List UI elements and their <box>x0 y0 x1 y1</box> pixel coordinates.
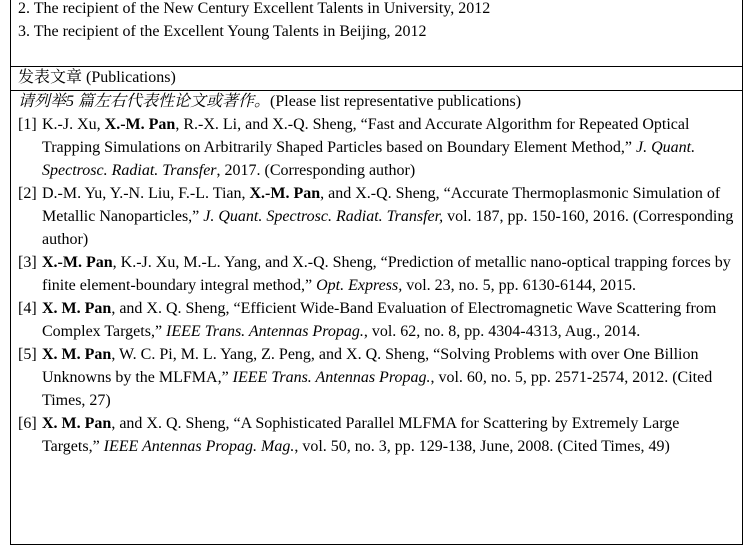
publication-item <box>18 182 738 251</box>
citation-details: , 2017. (Corresponding author) <box>216 162 416 179</box>
citation-title: , and X. Q. Sheng, “A Sophisticated Parallel MLFMA for Scattering by Extremely Large Targets,” <box>42 415 680 455</box>
publication-number: [5] <box>18 346 37 363</box>
instruction-en: (Please list representative publications) <box>270 93 522 110</box>
citation-highlight-author: X. M. Pan <box>42 346 112 363</box>
section-title: 发表文章 (Publications) <box>18 69 176 86</box>
instruction-cn: 请列举5 篇左右代表性论文或著作。 <box>18 93 271 110</box>
citation-highlight-author: X.-M. Pan <box>42 254 113 271</box>
citation-details: , vol. 50, no. 3, pp. 129-138, June, 2008. (Cited Times, 49) <box>294 438 670 455</box>
citation-highlight-author: X. M. Pan <box>42 415 112 432</box>
publication-citation <box>42 254 731 294</box>
citation-highlight-author: X.-M. Pan <box>249 185 321 202</box>
publication-citation <box>42 300 716 340</box>
publication-item <box>18 343 738 412</box>
publications-block <box>18 90 738 458</box>
citation-journal: IEEE Trans. Antennas Propag. <box>166 323 364 340</box>
publication-number: [2] <box>18 185 37 202</box>
publication-item <box>18 113 738 182</box>
citation-details: , vol. 60, no. 5, pp. 2571-2574, 2012. (Cited Times, 27) <box>42 369 713 409</box>
publication-item <box>18 251 738 297</box>
citation-highlight-author: X. M. Pan <box>42 300 112 317</box>
citation-title: , R.-X. Li, and X.-Q. Sheng, “Fast and Accurate Algorithm for Repeated Optical Trapping Simulations on Arbitrarily Shaped Particles based on Boundary Element Method,” <box>42 116 690 156</box>
citation-journal: J. Quant. Spectrosc. Radiat. Transfer <box>42 139 696 179</box>
honors-list <box>18 0 490 43</box>
citation-journal: Opt. Express, <box>316 277 403 294</box>
citation-title: , and X.-Q. Sheng, “Accurate Thermoplasmonic Simulation of Metallic Nanoparticles,” <box>42 185 721 225</box>
publication-number: [1] <box>18 116 37 133</box>
citation-authors-before: D.-M. Yu, Y.-N. Liu, F.-L. Tian, <box>42 185 250 202</box>
publication-citation <box>42 346 712 409</box>
document-table <box>10 0 743 545</box>
citation-authors-before: K.-J. Xu, <box>42 116 105 133</box>
citation-title: , W. C. Pi, M. L. Yang, Z. Peng, and X. Q. Sheng, “Solving Problems with over One Billion Unknowns by the MLFMA,” <box>42 346 699 386</box>
publication-citation <box>42 185 733 248</box>
publication-list <box>18 113 738 458</box>
publication-number: [4] <box>18 300 37 317</box>
publication-number: [6] <box>18 415 37 432</box>
citation-title: , and X. Q. Sheng, “Efficient Wide-Band Evaluation of Electromagnetic Wave Scattering from Complex Targets,” <box>42 300 717 340</box>
instruction-line <box>18 90 738 113</box>
citation-details: vol. 187, pp. 150-160, 2016. (Corresponding author) <box>42 208 734 248</box>
citation-journal: IEEE Trans. Antennas Propag. <box>232 369 431 386</box>
citation-journal: IEEE Antennas Propag. Mag. <box>103 438 295 455</box>
citation-title: , K.-J. Xu, M.-L. Yang, and X.-Q. Sheng, “Prediction of metallic nano-optical trapping forces by finite element-boundary integral method,” <box>42 254 731 294</box>
publication-citation <box>42 415 679 455</box>
citation-details: vol. 23, no. 5, pp. 6130-6144, 2015. <box>402 277 636 294</box>
publication-item <box>18 297 738 343</box>
citation-highlight-author: X.-M. Pan <box>104 116 176 133</box>
honor-item: 3. The recipient of the Excellent Young Talents in Beijing, 2012 <box>18 23 427 40</box>
publication-citation <box>42 116 695 179</box>
publication-number: [3] <box>18 254 37 271</box>
citation-details: , vol. 62, no. 8, pp. 4304-4313, Aug., 2014. <box>363 323 641 340</box>
publication-item <box>18 412 738 458</box>
citation-journal: J. Quant. Spectrosc. Radiat. Transfer, <box>203 208 444 225</box>
honor-item: 2. The recipient of the New Century Excellent Talents in University, 2012 <box>18 0 491 17</box>
